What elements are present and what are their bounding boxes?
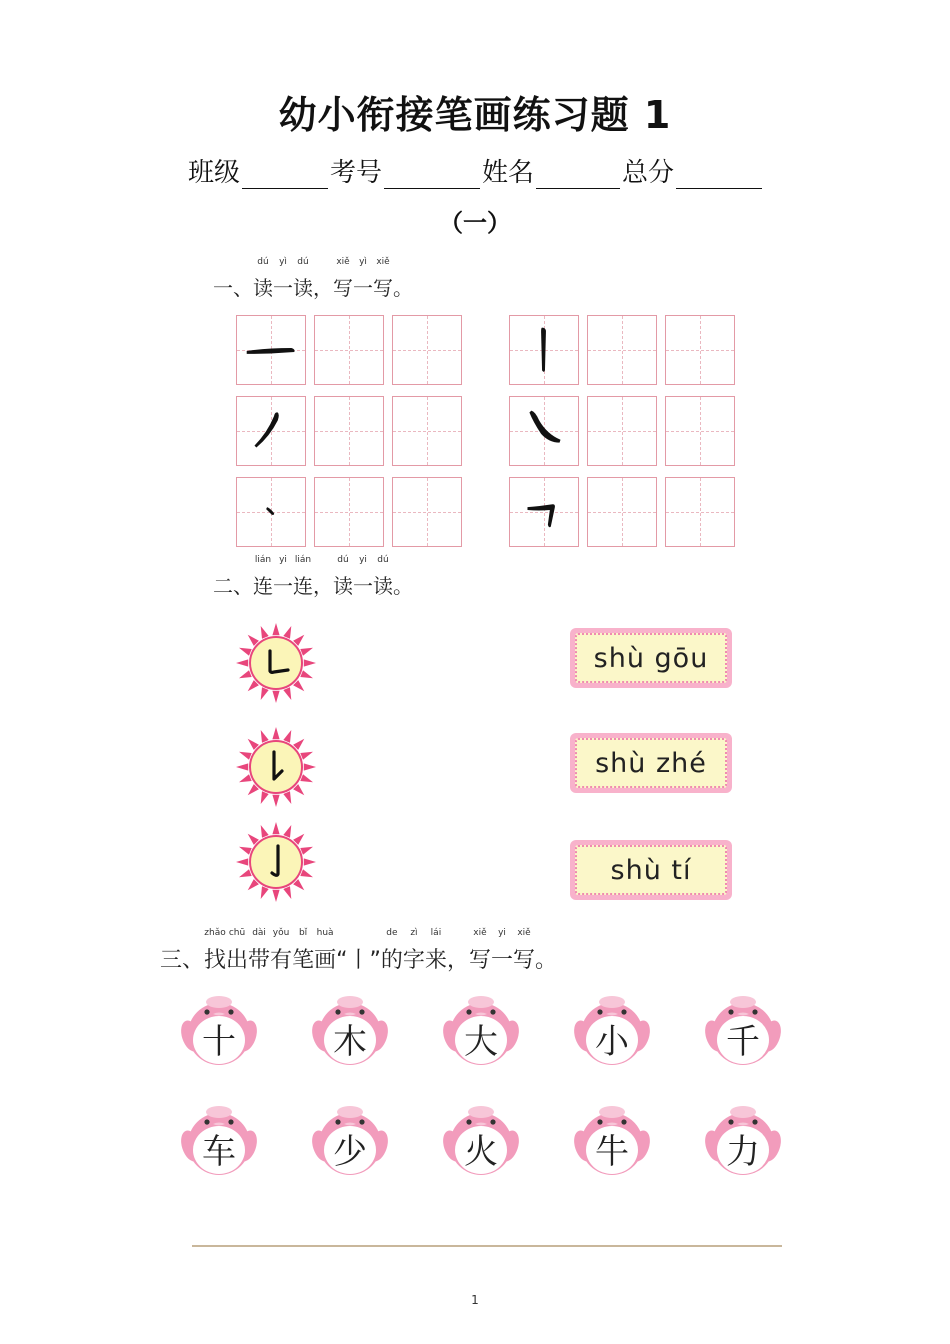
name-label: 姓名 [482, 158, 535, 188]
sun-stroke-shugou[interactable] [234, 820, 318, 904]
dian-stroke-icon [237, 478, 305, 546]
ruby-word [373, 555, 393, 599]
writing-grid-left [236, 315, 462, 547]
name-field[interactable] [536, 156, 620, 189]
ruby-word [336, 943, 381, 974]
pinyin-card[interactable] [570, 628, 732, 688]
character-text: 千 [726, 1022, 760, 1062]
practice-cell[interactable] [392, 315, 462, 385]
practice-cell[interactable] [665, 315, 735, 385]
hanzi: 找 [204, 948, 227, 973]
character-bird-card[interactable] [701, 988, 785, 1068]
pinyin-annotation: de [386, 928, 398, 938]
number-field[interactable] [384, 156, 480, 189]
question-text [253, 257, 413, 300]
ruby-word [293, 257, 313, 301]
hanzi: 。 [393, 574, 413, 598]
question-text [204, 928, 558, 973]
practice-cell[interactable] [665, 477, 735, 547]
pinyin-annotation: lái [430, 928, 442, 938]
character-text: 火 [464, 1132, 498, 1172]
hanzi: 。 [535, 948, 558, 973]
pinyin-annotation: dú [257, 257, 269, 267]
practice-cell[interactable] [314, 396, 384, 466]
pinyin-card[interactable] [570, 840, 732, 900]
ruby-word [393, 570, 413, 599]
pinyin-annotation: dú [337, 555, 349, 565]
hanzi: 写 [373, 276, 393, 300]
ruby-word [513, 928, 536, 974]
pinyin-annotation: xiě [473, 928, 487, 938]
character-text: 车 [202, 1132, 236, 1172]
pinyin-annotation: yì [359, 257, 367, 267]
ruby-word [353, 555, 373, 599]
practice-cell[interactable] [392, 477, 462, 547]
stroke-cell-shu [509, 315, 579, 385]
ruby-word [273, 257, 293, 301]
character-text: 少 [333, 1132, 367, 1172]
shu-stroke-icon [510, 316, 578, 384]
pinyin-annotation: huà [316, 928, 334, 938]
pinyin-annotation: yi [359, 555, 367, 565]
hanzi: 连 [293, 574, 313, 598]
hanzi: 写 [513, 948, 536, 973]
class-label: 班级 [188, 158, 241, 188]
character-text: 木 [333, 1022, 367, 1062]
footer-divider [192, 1245, 782, 1247]
ruby-word [393, 272, 413, 301]
character-bird-card[interactable] [439, 988, 523, 1068]
pinyin-annotation: zhǎo [204, 928, 226, 938]
ruby-word [253, 257, 273, 301]
ruby-word [248, 928, 271, 974]
hanzi: 写 [468, 948, 491, 973]
pie-stroke-icon [237, 397, 305, 465]
ruby-word [333, 555, 353, 599]
hengzhe-stroke-icon [510, 478, 578, 546]
question-2-prompt [213, 555, 413, 599]
pinyin-annotation: yi [498, 928, 506, 938]
hanzi: 写 [333, 276, 353, 300]
ruby-word [226, 928, 249, 974]
hanzi: ， [313, 276, 333, 300]
hanzi: 出 [226, 948, 249, 973]
pinyin-annotation: yi [279, 555, 287, 565]
character-text: 十 [202, 1022, 236, 1062]
pinyin-annotation: yǒu [272, 928, 290, 938]
pinyin-annotation: lián [294, 555, 312, 565]
subsection-heading: （一） [439, 209, 511, 237]
character-bird-card[interactable] [570, 1098, 654, 1178]
ruby-word [333, 257, 353, 301]
character-bird-card[interactable] [177, 988, 261, 1068]
question-text [253, 555, 413, 598]
ruby-word [314, 928, 337, 974]
ruby-word [380, 928, 403, 974]
hanzi: 画 [314, 948, 337, 973]
pinyin-annotation: dú [377, 555, 389, 565]
hanzi: 一 [490, 948, 513, 973]
character-bird-card[interactable] [308, 1098, 392, 1178]
question-1-prompt [213, 257, 413, 301]
stroke-cell-na [509, 396, 579, 466]
sun-stroke-shuti[interactable] [234, 725, 318, 809]
sun-stroke-shuzhe[interactable] [234, 621, 318, 705]
practice-cell[interactable] [665, 396, 735, 466]
character-text: 牛 [595, 1132, 629, 1172]
practice-cell[interactable] [587, 315, 657, 385]
practice-cell[interactable] [314, 315, 384, 385]
sun-icon [234, 820, 318, 904]
hanzi: 的 [380, 948, 403, 973]
question-3-prompt [160, 928, 558, 974]
hanzi: 一 [273, 276, 293, 300]
question-number: 三、 [160, 948, 205, 973]
hanzi: 字 [402, 948, 425, 973]
hanzi: 。 [393, 276, 413, 300]
ruby-word [402, 928, 425, 974]
hanzi: 一 [353, 276, 373, 300]
pinyin-annotation: dài [252, 928, 266, 938]
ruby-word [270, 928, 293, 974]
character-text: 力 [726, 1132, 760, 1172]
character-text: 大 [464, 1022, 498, 1062]
character-bird-card[interactable] [177, 1098, 261, 1178]
character-bird-card[interactable] [308, 988, 392, 1068]
hanzi: 一 [353, 574, 373, 598]
hanzi: 一 [273, 574, 293, 598]
ruby-word [273, 555, 293, 599]
ruby-word [204, 928, 227, 974]
hanzi: 读 [333, 574, 353, 598]
question-number: 一、 [213, 276, 253, 300]
character-bird-card[interactable] [701, 1098, 785, 1178]
ruby-word [468, 928, 491, 974]
ruby-word [373, 257, 393, 301]
hanzi: “丨” [336, 948, 381, 973]
student-info-row [188, 152, 764, 189]
ruby-word [293, 555, 313, 599]
page-title: 幼小衔接笔画练习题 1 [278, 93, 672, 137]
pinyin-text: shù zhé [575, 738, 727, 788]
practice-cell[interactable] [587, 477, 657, 547]
practice-cell[interactable] [314, 477, 384, 547]
ruby-word [353, 257, 373, 301]
pinyin-annotation: chū [228, 928, 246, 938]
pinyin-annotation: xiě [336, 257, 350, 267]
character-bird-card[interactable] [570, 988, 654, 1068]
sun-icon [234, 621, 318, 705]
practice-cell[interactable] [392, 396, 462, 466]
practice-cell[interactable] [587, 396, 657, 466]
character-text: 小 [595, 1022, 629, 1062]
pinyin-annotation: dú [297, 257, 309, 267]
pinyin-annotation: bǐ [298, 928, 308, 938]
page-number: 1 [471, 1293, 479, 1307]
ruby-word [424, 928, 447, 974]
ruby-word [447, 943, 469, 974]
ruby-word [490, 928, 513, 974]
hanzi: 读 [373, 574, 393, 598]
sun-icon [234, 725, 318, 809]
hanzi: 读 [253, 276, 273, 300]
hanzi: 带 [248, 948, 271, 973]
question-number: 二、 [213, 574, 253, 598]
stroke-cell-heng [236, 315, 306, 385]
pinyin-annotation: xiě [517, 928, 531, 938]
pinyin-text: shù tí [575, 845, 727, 895]
writing-grid-right [509, 315, 735, 547]
class-field[interactable] [242, 156, 328, 189]
score-field[interactable] [676, 156, 762, 189]
stroke-cell-pie [236, 396, 306, 466]
pinyin-annotation: yì [279, 257, 287, 267]
hanzi: 读 [293, 276, 313, 300]
ruby-word [292, 928, 315, 974]
pinyin-annotation: zì [410, 928, 418, 938]
hanzi: 连 [253, 574, 273, 598]
hanzi: 有 [270, 948, 293, 973]
ruby-word [535, 943, 557, 974]
score-label: 总分 [622, 158, 675, 188]
stroke-cell-dian [236, 477, 306, 547]
hanzi: 来 [424, 948, 447, 973]
hanzi: ， [446, 948, 469, 973]
na-stroke-icon [510, 397, 578, 465]
number-label: 考号 [330, 158, 383, 188]
hanzi: ， [313, 574, 333, 598]
heng-stroke-icon [237, 316, 305, 384]
hanzi: 笔 [292, 948, 315, 973]
character-bird-card[interactable] [439, 1098, 523, 1178]
pinyin-text: shù gōu [575, 633, 727, 683]
pinyin-annotation: lián [254, 555, 272, 565]
pinyin-annotation: xiě [376, 257, 390, 267]
ruby-word [313, 272, 333, 301]
ruby-word [313, 570, 333, 599]
stroke-cell-hengzhe [509, 477, 579, 547]
ruby-word [253, 555, 273, 599]
pinyin-card[interactable] [570, 733, 732, 793]
